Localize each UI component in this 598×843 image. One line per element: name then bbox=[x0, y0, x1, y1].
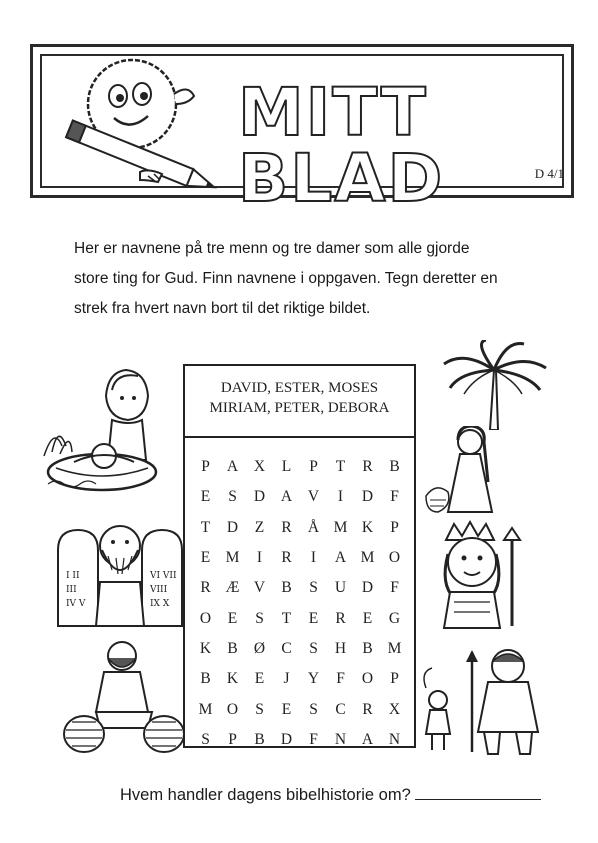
grid-letter[interactable]: P bbox=[390, 670, 399, 688]
question-line bbox=[120, 785, 541, 805]
grid-letter[interactable]: B bbox=[389, 458, 400, 476]
word-search bbox=[183, 364, 416, 748]
grid-letter[interactable]: E bbox=[254, 670, 265, 688]
grid-letter[interactable]: E bbox=[281, 700, 292, 718]
grid-letter[interactable]: S bbox=[309, 579, 318, 597]
grid-letter[interactable]: Å bbox=[307, 518, 320, 536]
grid-row bbox=[195, 603, 405, 633]
grid-letter[interactable]: A bbox=[280, 488, 293, 506]
sheet-code: D 4/1 bbox=[534, 166, 564, 181]
grid-letter[interactable]: Æ bbox=[225, 579, 240, 597]
grid-letter[interactable]: X bbox=[388, 700, 401, 718]
fisherman-nets-icon bbox=[62, 638, 186, 756]
grid-letter[interactable]: F bbox=[336, 670, 345, 688]
grid-letter[interactable]: O bbox=[226, 700, 239, 718]
answer-blank[interactable] bbox=[415, 785, 541, 800]
grid-letter[interactable]: A bbox=[226, 458, 239, 476]
grid-letter[interactable]: R bbox=[281, 518, 292, 536]
grid-letter[interactable]: S bbox=[201, 730, 210, 748]
grid-letter[interactable]: D bbox=[280, 730, 293, 748]
grid-row bbox=[195, 573, 405, 603]
grid-letter[interactable]: S bbox=[255, 700, 264, 718]
grid-letter[interactable]: O bbox=[199, 609, 212, 627]
question-text: Hvem handler dagens bibelhistorie om? bbox=[120, 786, 411, 804]
grid-letter[interactable]: R bbox=[200, 579, 211, 597]
grid-letter[interactable]: M bbox=[387, 639, 402, 657]
grid-letter[interactable]: L bbox=[281, 458, 292, 476]
grid-letter[interactable]: B bbox=[227, 639, 238, 657]
grid-letter[interactable]: H bbox=[334, 639, 347, 657]
grid-letter[interactable]: D bbox=[361, 488, 374, 506]
grid-letter[interactable]: I bbox=[310, 549, 317, 567]
grid-letter[interactable]: D bbox=[226, 518, 239, 536]
grid-letter[interactable]: R bbox=[362, 458, 373, 476]
grid-letter[interactable]: D bbox=[361, 579, 374, 597]
svg-text:III: III bbox=[66, 585, 77, 595]
grid-letter[interactable]: K bbox=[361, 518, 374, 536]
grid-letter[interactable]: K bbox=[226, 670, 239, 688]
grid-letter[interactable]: U bbox=[334, 579, 347, 597]
grid-letter[interactable]: E bbox=[200, 549, 211, 567]
grid-letter[interactable]: B bbox=[362, 639, 373, 657]
grid-letter[interactable]: X bbox=[253, 458, 266, 476]
grid-letter[interactable]: E bbox=[362, 609, 373, 627]
grid-row bbox=[195, 725, 405, 755]
grid-row bbox=[195, 452, 405, 482]
word-list bbox=[185, 366, 414, 438]
moses-tablets-icon bbox=[56, 520, 184, 630]
instructions bbox=[74, 234, 564, 324]
grid-row bbox=[195, 634, 405, 664]
grid-letter[interactable]: V bbox=[307, 488, 320, 506]
grid-letter[interactable]: M bbox=[333, 518, 348, 536]
grid-letter[interactable]: P bbox=[309, 458, 318, 476]
grid-letter[interactable]: F bbox=[390, 488, 399, 506]
grid-letter[interactable]: Ø bbox=[253, 639, 266, 657]
letter-grid[interactable] bbox=[195, 452, 405, 755]
grid-letter[interactable]: B bbox=[200, 670, 211, 688]
grid-letter[interactable]: R bbox=[335, 609, 346, 627]
grid-letter[interactable]: P bbox=[390, 518, 399, 536]
word-list-line: MIRIAM, PETER, DEBORA bbox=[209, 400, 390, 416]
grid-letter[interactable]: Y bbox=[307, 670, 320, 688]
grid-letter[interactable]: T bbox=[281, 609, 292, 627]
svg-text:VIII: VIII bbox=[150, 585, 168, 595]
header-banner bbox=[30, 44, 578, 217]
david-goliath-icon bbox=[418, 648, 548, 756]
grid-letter[interactable]: G bbox=[388, 609, 401, 627]
grid-letter[interactable]: I bbox=[256, 549, 263, 567]
grid-letter[interactable]: N bbox=[334, 730, 347, 748]
mascot-pencil-icon bbox=[44, 36, 224, 196]
grid-letter[interactable]: C bbox=[335, 700, 346, 718]
grid-letter[interactable]: M bbox=[198, 700, 213, 718]
grid-letter[interactable]: D bbox=[253, 488, 266, 506]
grid-letter[interactable]: K bbox=[199, 639, 212, 657]
grid-letter[interactable]: B bbox=[254, 730, 265, 748]
instructions-line: Her er navnene på tre menn og tre damer som alle gjorde bbox=[74, 240, 470, 257]
svg-text:IV V: IV V bbox=[66, 599, 86, 609]
grid-letter[interactable]: R bbox=[362, 700, 373, 718]
grid-letter[interactable]: F bbox=[309, 730, 318, 748]
grid-letter[interactable]: E bbox=[200, 488, 211, 506]
grid-letter[interactable]: E bbox=[308, 609, 319, 627]
palm-tree-icon bbox=[440, 340, 550, 430]
grid-letter[interactable]: A bbox=[334, 549, 347, 567]
grid-letter[interactable]: T bbox=[335, 458, 346, 476]
instructions-line: store ting for Gud. Finn navnene i oppgaven. Tegn deretter en bbox=[74, 270, 498, 287]
grid-letter[interactable]: S bbox=[309, 700, 318, 718]
grid-letter[interactable]: M bbox=[225, 549, 240, 567]
grid-row bbox=[195, 664, 405, 694]
baby-in-basket-icon bbox=[34, 360, 164, 500]
grid-letter[interactable]: N bbox=[388, 730, 401, 748]
svg-text:I II: I II bbox=[66, 571, 80, 581]
grid-letter[interactable]: A bbox=[361, 730, 374, 748]
page-title: MITT BLAD bbox=[238, 74, 445, 217]
grid-letter[interactable]: M bbox=[360, 549, 375, 567]
seated-woman-icon bbox=[424, 426, 514, 516]
grid-letter[interactable]: P bbox=[228, 730, 237, 748]
svg-text:IX X: IX X bbox=[150, 599, 170, 609]
queen-crown-icon bbox=[430, 520, 530, 630]
grid-row bbox=[195, 513, 405, 543]
word-list-line: DAVID, ESTER, MOSES bbox=[220, 380, 379, 396]
grid-letter[interactable]: P bbox=[201, 458, 210, 476]
grid-letter[interactable]: O bbox=[361, 670, 374, 688]
grid-letter[interactable]: C bbox=[281, 639, 292, 657]
grid-letter[interactable]: E bbox=[227, 609, 238, 627]
grid-letter[interactable]: I bbox=[337, 488, 344, 506]
grid-letter[interactable]: V bbox=[253, 579, 266, 597]
svg-text:VI VII: VI VII bbox=[150, 571, 177, 581]
grid-row bbox=[195, 482, 405, 512]
grid-letter[interactable]: Z bbox=[254, 518, 265, 536]
grid-letter[interactable]: T bbox=[200, 518, 211, 536]
grid-letter[interactable]: F bbox=[390, 579, 399, 597]
grid-letter[interactable]: O bbox=[388, 549, 401, 567]
grid-letter[interactable]: S bbox=[255, 609, 264, 627]
instructions-line: strek fra hvert navn bort til det riktige bildet. bbox=[74, 300, 371, 317]
grid-letter[interactable]: R bbox=[281, 549, 292, 567]
grid-letter[interactable]: S bbox=[228, 488, 237, 506]
grid-letter[interactable]: J bbox=[283, 670, 290, 688]
grid-row bbox=[195, 694, 405, 724]
grid-row bbox=[195, 543, 405, 573]
grid-letter[interactable]: S bbox=[309, 639, 318, 657]
grid-letter[interactable]: B bbox=[281, 579, 292, 597]
